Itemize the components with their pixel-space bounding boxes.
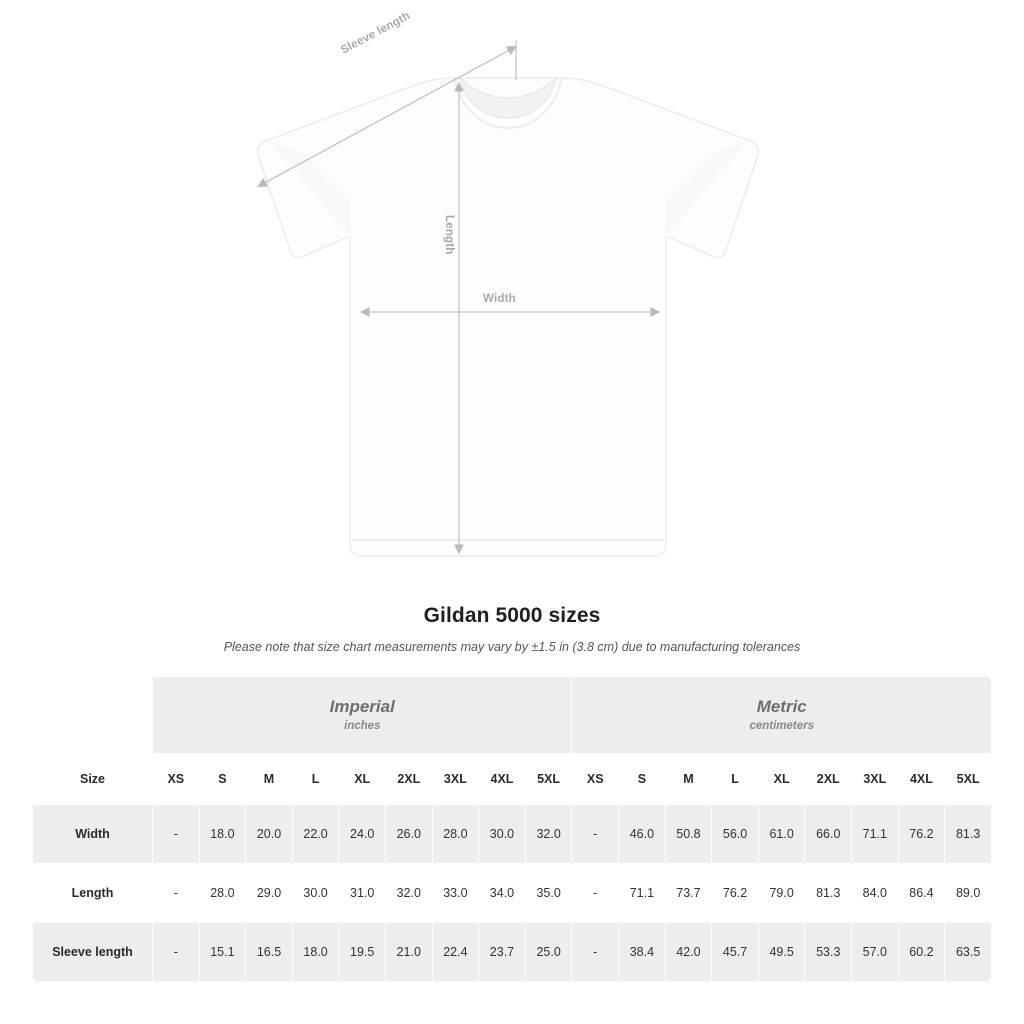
metric-unit-header	[572, 677, 992, 754]
size-header-metric-s: S	[619, 754, 666, 805]
size-header-imperial-l: L	[292, 754, 339, 805]
cell-sleeve-metric-3xl: 57.0	[852, 923, 899, 982]
cell-sleeve-metric-2xl: 53.3	[805, 923, 852, 982]
size-header-metric-4xl: 4XL	[898, 754, 945, 805]
size-header-imperial-xl: XL	[339, 754, 386, 805]
cell-length-metric-m: 73.7	[665, 864, 712, 923]
cell-width-imperial-xs: -	[153, 805, 200, 864]
cell-width-imperial-2xl: 26.0	[385, 805, 432, 864]
size-chart-table-wrapper	[32, 676, 992, 982]
size-column-label: Size	[33, 754, 153, 805]
tolerance-note: Please note that size chart measurements may vary by ±1.5 in (3.8 cm) due to manufacturing tolerances	[223, 640, 801, 654]
cell-width-imperial-3xl: 28.0	[432, 805, 479, 864]
cell-length-metric-xl: 79.0	[758, 864, 805, 923]
metric-unit-name: Metric	[756, 697, 807, 717]
table-row	[33, 805, 992, 864]
cell-length-imperial-2xl: 32.0	[385, 864, 432, 923]
size-header-row	[33, 754, 992, 805]
imperial-unit-header	[153, 677, 572, 754]
cell-width-metric-s: 46.0	[619, 805, 666, 864]
table-corner-cell	[33, 677, 153, 754]
sleeve-length-dimension-label: Sleeve length	[339, 9, 413, 57]
cell-width-metric-xl: 61.0	[758, 805, 805, 864]
cell-length-metric-4xl: 86.4	[898, 864, 945, 923]
cell-length-imperial-3xl: 33.0	[432, 864, 479, 923]
cell-length-imperial-xl: 31.0	[339, 864, 386, 923]
length-dimension-label: Length	[443, 215, 455, 255]
cell-sleeve-metric-xl: 49.5	[758, 923, 805, 982]
cell-length-metric-s: 71.1	[619, 864, 666, 923]
cell-width-imperial-l: 22.0	[292, 805, 339, 864]
cell-sleeve-metric-l: 45.7	[712, 923, 759, 982]
cell-sleeve-imperial-5xl: 25.0	[525, 923, 572, 982]
page-title: Gildan 5000 sizes	[423, 604, 601, 627]
cell-length-metric-xs: -	[572, 864, 619, 923]
size-header-metric-xl: XL	[758, 754, 805, 805]
size-header-imperial-m: M	[246, 754, 293, 805]
size-header-metric-2xl: 2XL	[805, 754, 852, 805]
unit-header-row	[33, 677, 992, 754]
cell-length-imperial-5xl: 35.0	[525, 864, 572, 923]
cell-length-imperial-m: 29.0	[246, 864, 293, 923]
metric-unit-sub: centimeters	[749, 719, 815, 732]
width-dimension-label: Width	[483, 293, 516, 305]
table-row	[33, 864, 992, 923]
imperial-unit-name: Imperial	[329, 697, 395, 717]
row-label-width: Width	[33, 805, 153, 864]
cell-sleeve-imperial-m: 16.5	[246, 923, 293, 982]
cell-sleeve-metric-4xl: 60.2	[898, 923, 945, 982]
size-header-metric-l: L	[712, 754, 759, 805]
size-header-imperial-xs: XS	[153, 754, 200, 805]
size-header-metric-5xl: 5XL	[945, 754, 992, 805]
cell-width-imperial-m: 20.0	[246, 805, 293, 864]
row-label-length: Length	[33, 864, 153, 923]
row-label-sleeve-length: Sleeve length	[33, 923, 153, 982]
cell-width-metric-m: 50.8	[665, 805, 712, 864]
cell-length-metric-l: 76.2	[712, 864, 759, 923]
cell-length-metric-2xl: 81.3	[805, 864, 852, 923]
cell-width-imperial-4xl: 30.0	[479, 805, 526, 864]
size-header-metric-m: M	[665, 754, 712, 805]
size-header-imperial-3xl: 3XL	[432, 754, 479, 805]
cell-width-metric-4xl: 76.2	[898, 805, 945, 864]
cell-width-metric-3xl: 71.1	[852, 805, 899, 864]
cell-sleeve-imperial-s: 15.1	[199, 923, 246, 982]
size-header-imperial-2xl: 2XL	[385, 754, 432, 805]
cell-sleeve-imperial-4xl: 23.7	[479, 923, 526, 982]
cell-sleeve-imperial-2xl: 21.0	[385, 923, 432, 982]
cell-width-metric-xs: -	[572, 805, 619, 864]
imperial-unit-sub: inches	[344, 719, 381, 732]
cell-length-imperial-4xl: 34.0	[479, 864, 526, 923]
size-chart-table	[32, 676, 992, 982]
cell-sleeve-imperial-l: 18.0	[292, 923, 339, 982]
size-header-imperial-5xl: 5XL	[525, 754, 572, 805]
size-header-imperial-s: S	[199, 754, 246, 805]
cell-sleeve-metric-s: 38.4	[619, 923, 666, 982]
cell-width-imperial-s: 18.0	[199, 805, 246, 864]
cell-length-imperial-xs: -	[153, 864, 200, 923]
cell-length-metric-5xl: 89.0	[945, 864, 992, 923]
cell-sleeve-metric-5xl: 63.5	[945, 923, 992, 982]
cell-length-imperial-l: 30.0	[292, 864, 339, 923]
cell-sleeve-metric-xs: -	[572, 923, 619, 982]
cell-width-metric-l: 56.0	[712, 805, 759, 864]
size-header-imperial-4xl: 4XL	[479, 754, 526, 805]
cell-length-imperial-s: 28.0	[199, 864, 246, 923]
cell-sleeve-metric-m: 42.0	[665, 923, 712, 982]
cell-width-imperial-xl: 24.0	[339, 805, 386, 864]
cell-sleeve-imperial-3xl: 22.4	[432, 923, 479, 982]
cell-sleeve-imperial-xs: -	[153, 923, 200, 982]
size-header-metric-3xl: 3XL	[852, 754, 899, 805]
cell-width-metric-5xl: 81.3	[945, 805, 992, 864]
cell-sleeve-imperial-xl: 19.5	[339, 923, 386, 982]
tshirt-shape	[257, 78, 758, 556]
cell-width-imperial-5xl: 32.0	[525, 805, 572, 864]
table-row	[33, 923, 992, 982]
size-header-metric-xs: XS	[572, 754, 619, 805]
cell-length-metric-3xl: 84.0	[852, 864, 899, 923]
cell-width-metric-2xl: 66.0	[805, 805, 852, 864]
